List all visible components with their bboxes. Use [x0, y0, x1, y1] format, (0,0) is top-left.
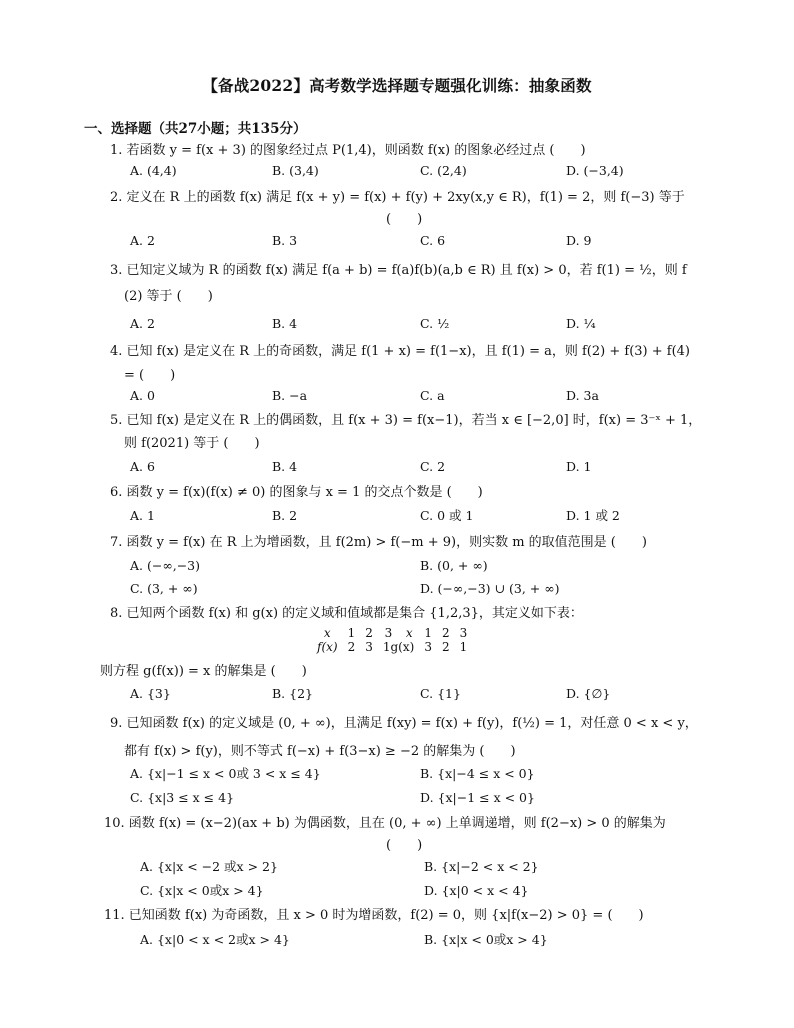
- table-cell: 2: [441, 626, 450, 640]
- question-8-option-c[interactable]: C. {1}: [420, 686, 461, 701]
- question-10-option-b[interactable]: B. {x|−2 < x < 2}: [424, 859, 539, 874]
- question-5-option-b[interactable]: B. 4: [272, 459, 298, 474]
- question-7-option-c[interactable]: C. (3, + ∞): [130, 581, 198, 596]
- question-4-option-d[interactable]: D. 3a: [566, 388, 599, 403]
- question-10-option-d[interactable]: D. {x|0 < x < 4}: [424, 883, 529, 898]
- question-11-option-a[interactable]: A. {x|0 < x < 2或x > 4}: [140, 932, 290, 947]
- question-11-stem: 11. 已知函数 f(x) 为奇函数，且 x > 0 时为增函数，f(2) = 0，则 {x|f(x−2) > 0} = ( ): [104, 908, 644, 923]
- question-1-option-b[interactable]: B. (3,4): [272, 163, 319, 178]
- question-9-stem-cont: 都有 f(x) > f(y)，则不等式 f(−x) + f(3−x) ≥ −2 的解集为 ( ): [124, 744, 516, 759]
- question-4-stem-cont: = ( ): [124, 368, 176, 383]
- question-2-option-d[interactable]: D. 9: [566, 233, 592, 248]
- question-9-stem: 9. 已知函数 f(x) 的定义域是 (0, + ∞)，且满足 f(xy) = f(x) + f(y)，f(½) = 1，对任意 0 < x < y，: [110, 716, 698, 731]
- table-row: [312, 640, 472, 654]
- question-4-option-b[interactable]: B. −a: [272, 388, 308, 403]
- question-10-bracket: ( ): [386, 838, 423, 853]
- table-cell: 1: [459, 640, 468, 654]
- question-8-option-a[interactable]: A. {3}: [130, 686, 171, 701]
- question-1-stem: 1. 若函数 y = f(x + 3) 的图象经过点 P(1,4)，则函数 f(x) 的图象必经过点 ( ): [110, 143, 586, 158]
- question-9-option-c[interactable]: C. {x|3 ≤ x ≤ 4}: [130, 790, 235, 805]
- question-9-option-d[interactable]: D. {x|−1 ≤ x < 0}: [420, 790, 535, 805]
- table-cell: 2: [365, 626, 373, 640]
- question-8-option-b[interactable]: B. {2}: [272, 686, 313, 701]
- question-11-option-b[interactable]: B. {x|x < 0或x > 4}: [424, 932, 548, 947]
- question-7-option-b[interactable]: B. (0, + ∞): [420, 558, 488, 573]
- question-7-stem: 7. 函数 y = f(x) 在 R 上为增函数，且 f(2m) > f(−m + 9)，则实数 m 的取值范围是 ( ): [110, 535, 647, 550]
- question-3-option-a[interactable]: A. 2: [130, 316, 155, 331]
- question-9-option-b[interactable]: B. {x|−4 ≤ x < 0}: [420, 766, 535, 781]
- question-2-option-a[interactable]: A. 2: [130, 233, 155, 248]
- table-cell: 3: [384, 626, 393, 640]
- question-3-option-c[interactable]: C. ½: [420, 316, 450, 331]
- question-5-stem: 5. 已知 f(x) 是定义在 R 上的偶函数，且 f(x + 3) = f(x−1)，若当 x ∈ [−2,0] 时，f(x) = 3⁻ˣ + 1，: [110, 413, 702, 428]
- section-heading: 一、选择题（共27小题；共135分）: [84, 121, 307, 137]
- question-2-option-b[interactable]: B. 3: [272, 233, 298, 248]
- table-cell: 1: [424, 626, 432, 640]
- table-cell: 1g(x): [382, 640, 415, 654]
- question-3-stem: 3. 已知定义域为 R 的函数 f(x) 满足 f(a + b) = f(a)f(b)(a,b ∈ R) 且 f(x) > 0，若 f(1) = ½，则 f: [110, 263, 687, 278]
- table-cell: 1: [347, 626, 356, 640]
- question-5-stem-cont: 则 f(2021) 等于 ( ): [124, 436, 260, 451]
- question-1-option-d[interactable]: D. (−3,4): [566, 163, 624, 178]
- page-title: 【备战2022】高考数学选择题专题强化训练：抽象函数: [202, 76, 592, 95]
- table-row: [312, 626, 472, 640]
- table-cell: 2: [441, 640, 450, 654]
- question-6-option-c[interactable]: C. 0 或 1: [420, 508, 474, 523]
- question-4-option-a[interactable]: A. 0: [130, 388, 155, 403]
- question-10-option-c[interactable]: C. {x|x < 0或x > 4}: [140, 883, 264, 898]
- question-2-stem: 2. 定义在 R 上的函数 f(x) 满足 f(x + y) = f(x) + f(y) + 2xy(x,y ∈ R)，f(1) = 2，则 f(−3) 等于: [110, 190, 685, 205]
- question-7-option-a[interactable]: A. (−∞,−3): [130, 558, 201, 573]
- question-8-option-d[interactable]: D. {∅}: [566, 686, 611, 701]
- table-cell: 2: [347, 640, 356, 654]
- function-table: [312, 626, 472, 654]
- question-9-option-a[interactable]: A. {x|−1 ≤ x < 0或 3 < x ≤ 4}: [130, 766, 321, 781]
- question-6-stem: 6. 函数 y = f(x)(f(x) ≠ 0) 的图象与 x = 1 的交点个数是 ( ): [110, 485, 483, 500]
- question-1-option-c[interactable]: C. (2,4): [420, 163, 467, 178]
- table-cell: 3: [459, 626, 468, 640]
- question-6-option-a[interactable]: A. 1: [130, 508, 155, 523]
- table-cell: x: [323, 626, 331, 640]
- question-3-stem-cont: (2) 等于 ( ): [124, 289, 213, 304]
- table-cell: 3: [365, 640, 373, 654]
- question-5-option-d[interactable]: D. 1: [566, 459, 592, 474]
- question-6-option-b[interactable]: B. 2: [272, 508, 298, 523]
- question-5-option-a[interactable]: A. 6: [130, 459, 155, 474]
- question-7-option-d[interactable]: D. (−∞,−3) ∪ (3, + ∞): [420, 581, 560, 596]
- question-3-option-d[interactable]: D. ¼: [566, 316, 596, 331]
- question-10-stem: 10. 函数 f(x) = (x−2)(ax + b) 为偶函数，且在 (0, + ∞) 上单调递增，则 f(2−x) > 0 的解集为: [104, 816, 666, 831]
- question-5-option-c[interactable]: C. 2: [420, 459, 446, 474]
- question-2-option-c[interactable]: C. 6: [420, 233, 446, 248]
- question-8-stem-cont: 则方程 g(f(x)) = x 的解集是 ( ): [100, 664, 307, 679]
- question-3-option-b[interactable]: B. 4: [272, 316, 298, 331]
- question-1-option-a[interactable]: A. (4,4): [130, 163, 177, 178]
- question-4-stem: 4. 已知 f(x) 是定义在 R 上的奇函数，满足 f(1 + x) = f(1−x)，且 f(1) = a，则 f(2) + f(3) + f(4): [110, 344, 690, 359]
- question-4-option-c[interactable]: C. a: [420, 388, 445, 403]
- question-6-option-d[interactable]: D. 1 或 2: [566, 508, 620, 523]
- table-cell: x: [405, 626, 413, 640]
- question-8-stem: 8. 已知两个函数 f(x) 和 g(x) 的定义域和值域都是集合 {1,2,3}，其定义如下表：: [110, 606, 583, 621]
- question-10-option-a[interactable]: A. {x|x < −2 或x > 2}: [140, 859, 278, 874]
- question-2-bracket: ( ): [386, 212, 423, 227]
- table-cell: f(x): [317, 640, 338, 654]
- table-cell: 3: [424, 640, 432, 654]
